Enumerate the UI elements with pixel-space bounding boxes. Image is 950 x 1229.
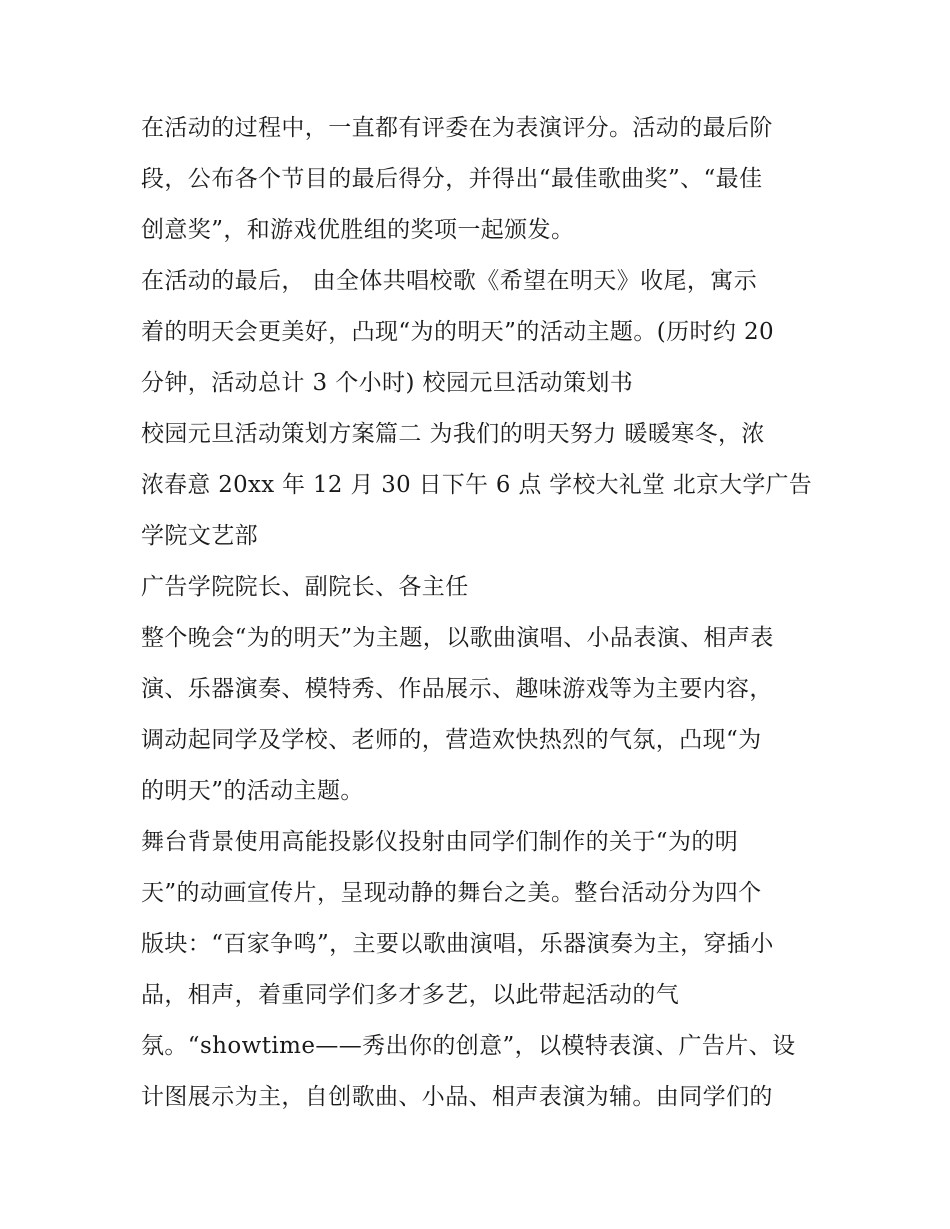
text-line-20: 计图展示为主，自创歌曲、小品、相声表演为辅。由同学们的	[141, 1084, 773, 1110]
text-line-6: 分钟，活动总计 3 个小时) 校园元旦活动策划书	[141, 370, 634, 396]
text-line-12: 演、乐器演奏、模特秀、作品展示、趣味游戏等为主要内容，	[141, 676, 773, 702]
text-line-9: 学院文艺部	[141, 523, 258, 549]
text-line-1: 在活动的过程中，一直都有评委在为表演评分。活动的最后阶	[141, 115, 773, 141]
text-line-7: 校园元旦活动策划方案篇二 为我们的明天努力 暖暖寒冬，浓	[141, 421, 765, 447]
text-line-8: 浓春意 20xx 年 12 月 30 日下午 6 点 学校大礼堂 北京大学广告	[141, 472, 813, 498]
text-line-13: 调动起同学及学校、老师的，营造欢快热烈的气氛，凸现“为	[141, 727, 762, 753]
text-line-2: 段，公布各个节目的最后得分，并得出“最佳歌曲奖”、“最佳	[141, 166, 763, 192]
text-line-16: 天”的动画宣传片，呈现动静的舞台之美。整台活动分为四个	[141, 880, 762, 906]
text-line-11: 整个晚会“为的明天”为主题，以歌曲演唱、小品表演、相声表	[141, 625, 774, 651]
text-line-19: 氛。“showtime——秀出你的创意”，以模特表演、广告片、设	[141, 1033, 796, 1059]
text-line-10: 广告学院院长、副院长、各主任	[141, 574, 469, 600]
text-line-4: 在活动的最后， 由全体共唱校歌《希望在明天》收尾，寓示	[141, 268, 758, 294]
text-line-3: 创意奖”，和游戏优胜组的奖项一起颁发。	[141, 217, 575, 243]
text-line-17: 版块：“百家争鸣”，主要以歌曲演唱，乐器演奏为主，穿插小	[141, 931, 774, 957]
text-line-15: 舞台背景使用高能投影仪投射由同学们制作的关于“为的明	[141, 829, 739, 855]
text-line-18: 品，相声，着重同学们多才多艺，以此带起活动的气	[141, 982, 680, 1008]
text-line-14: 的明天”的活动主题。	[141, 778, 364, 804]
text-line-5: 着的明天会更美好，凸现“为的明天”的活动主题。(历时约 20	[141, 319, 775, 345]
